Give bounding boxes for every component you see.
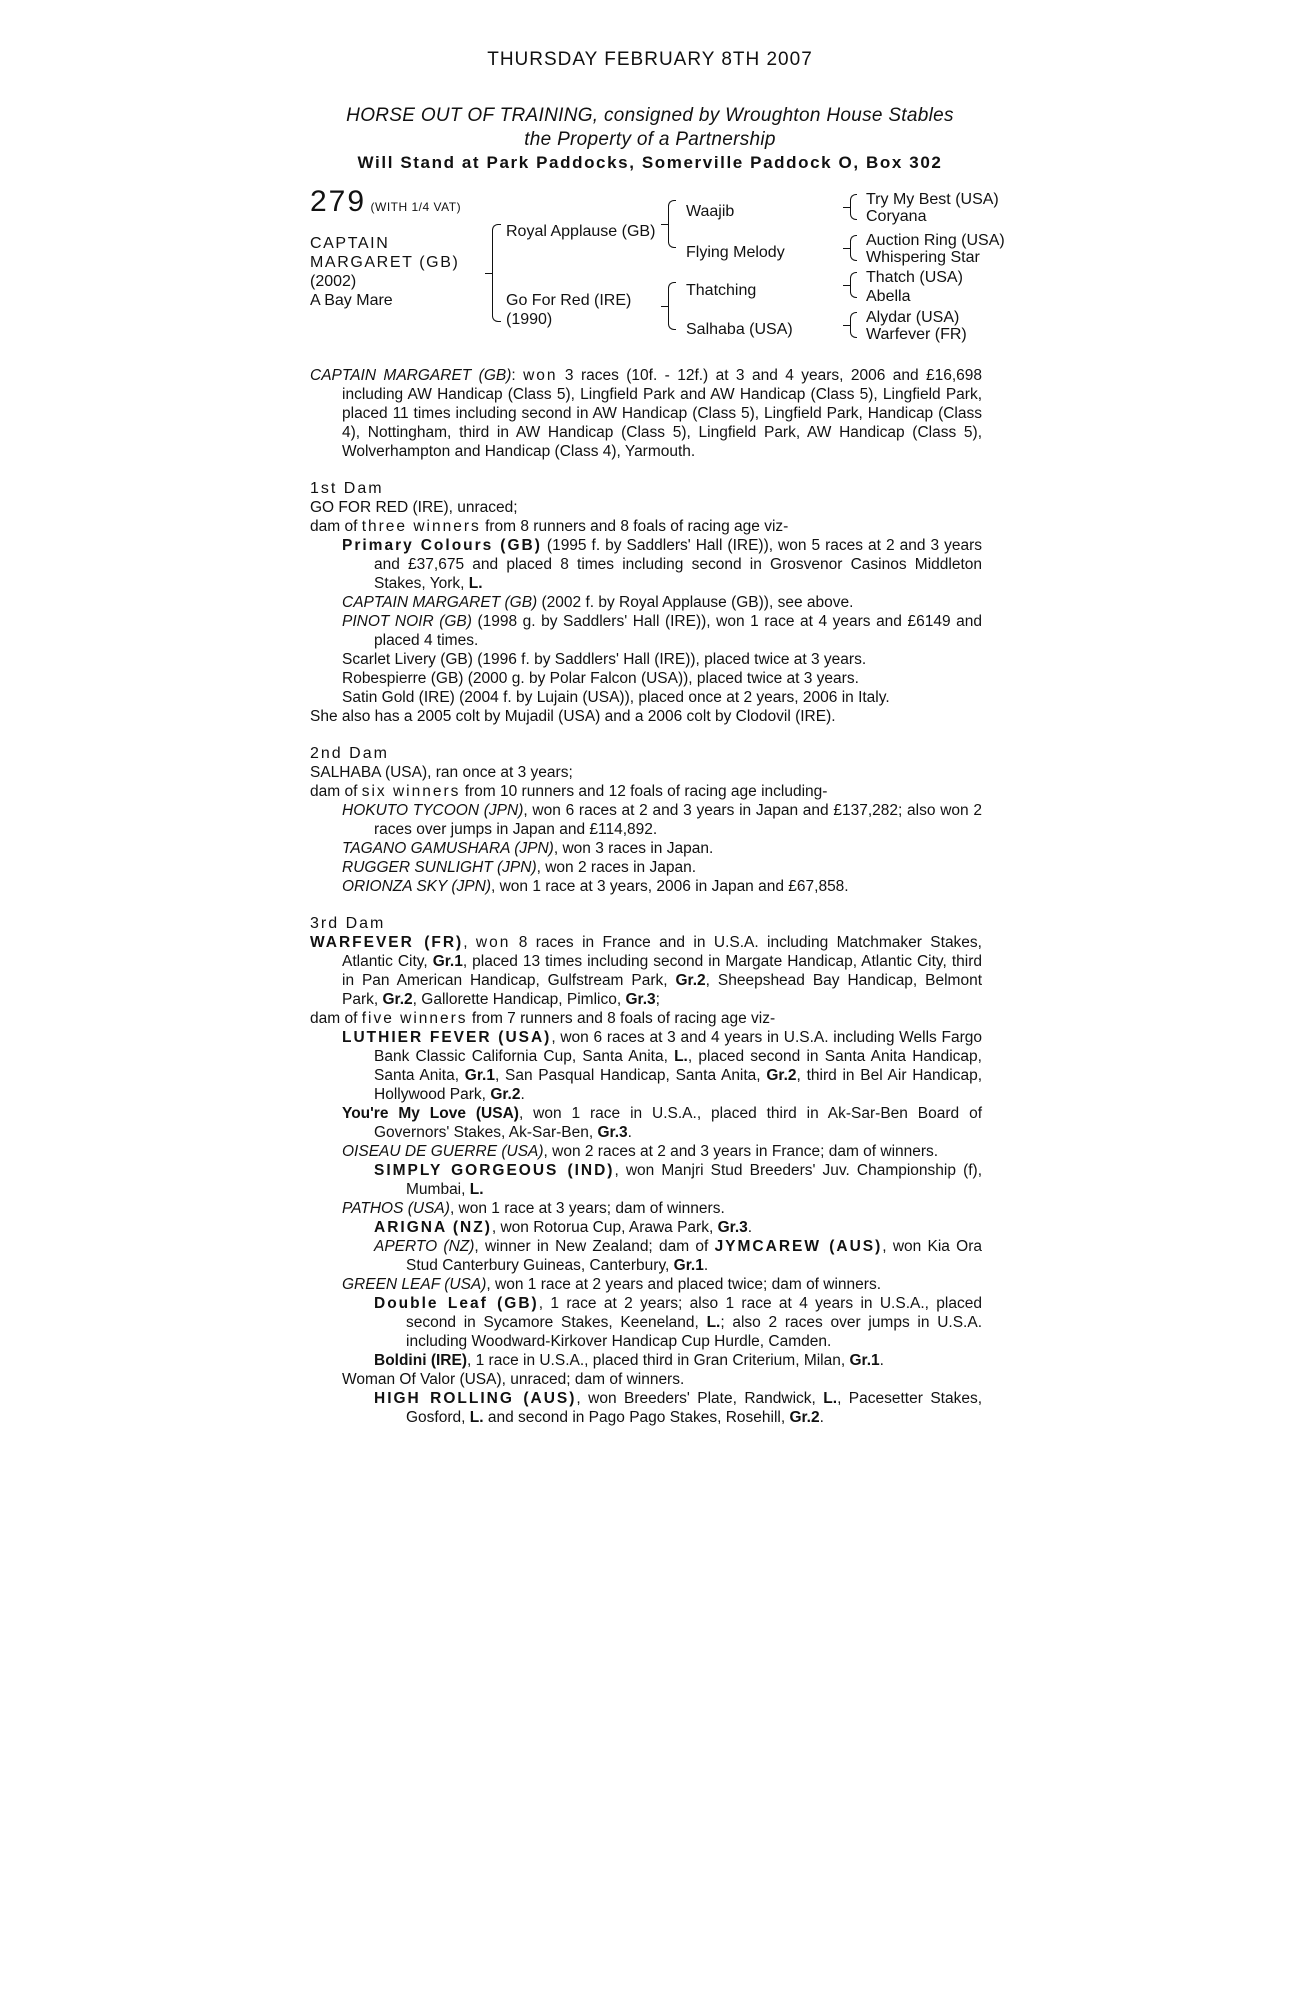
horse-name-line1: CAPTAIN	[310, 235, 390, 252]
progeny-name: Double Leaf (GB)	[374, 1295, 539, 1312]
winner-count: six winners	[361, 783, 461, 800]
race-grade: L.	[469, 1181, 484, 1198]
summary-horse-name: CAPTAIN MARGARET (GB)	[310, 367, 512, 384]
race-grade: Gr.1	[673, 1257, 704, 1274]
runners-foals: from 7 runners and 8 foals of racing age viz-	[471, 1010, 776, 1027]
progeny-name: SIMPLY GORGEOUS (IND)	[374, 1162, 615, 1179]
progeny-text: , Pacesetter Stakes, Gosford,	[406, 1390, 983, 1426]
gg-ds-dam: Abella	[866, 288, 911, 305]
gg-ss-sire: Try My Best (USA)	[866, 191, 999, 208]
brace-dam-parents	[668, 282, 676, 330]
progeny-text: , 1 race at 2 years; also 1 race at 4 years in U.S.A., placed second in Sycamore Stakes, Keeneland,	[406, 1295, 982, 1331]
dam-of-label: dam of	[310, 783, 358, 800]
progeny-name: ARIGNA (NZ)	[374, 1219, 492, 1236]
progeny-text: , winner in New Zealand; dam of	[474, 1238, 709, 1255]
progeny-entry	[310, 858, 982, 877]
foaling-year: (2002)	[310, 273, 357, 290]
progeny-text: , placed second in Santa Anita Handicap, Santa Anita,	[374, 1048, 982, 1084]
gg-ds-sire: Thatch (USA)	[866, 269, 963, 286]
race-grade: L.	[468, 575, 483, 592]
progeny-text: , won 1 race at 2 years and placed twice; dam of winners.	[486, 1276, 882, 1293]
horse-description: A Bay Mare	[310, 292, 393, 309]
race-grade: Gr.1	[464, 1067, 495, 1084]
progeny-name: HIGH ROLLING (AUS)	[374, 1390, 577, 1407]
progeny-text: , won 1 race at 3 years; dam of winners.	[449, 1200, 725, 1217]
punctuation: .	[819, 1409, 824, 1426]
progeny-text: , won 1 race in U.S.A., placed third in Ak-Sar-Ben Board of Governors' Stakes, Ak-Sar-Ben,	[374, 1105, 982, 1141]
summary-won: won	[523, 367, 558, 384]
lot-heading	[310, 185, 462, 218]
dam-of-label: dam of	[310, 1010, 358, 1027]
record-text: , Gallorette Handicap, Pimlico,	[412, 991, 622, 1008]
progeny-text: , won Breeders' Plate, Randwick,	[576, 1390, 816, 1407]
second-dam-name: SALHABA (USA), ran once at 3 years;	[310, 764, 573, 781]
dam-sire: Thatching	[686, 282, 757, 299]
lot-number: 279	[310, 185, 367, 218]
brace-gg3	[850, 272, 857, 298]
race-grade: L.	[674, 1048, 688, 1065]
progeny-name: RUGGER SUNLIGHT (JPN)	[342, 859, 537, 876]
brace-gg4	[850, 312, 857, 338]
race-grade: L.	[706, 1314, 721, 1331]
punctuation: .	[747, 1219, 753, 1236]
progeny-text: , won 6 races at 3 and 4 years in U.S.A. including Wells Fargo Bank Classic California Cup, Santa Anita,	[374, 1029, 983, 1065]
sire-sire: Waajib	[686, 203, 735, 220]
brace-sire-parents	[668, 200, 676, 248]
progeny-entry	[310, 1199, 982, 1218]
progeny-entry	[310, 801, 982, 839]
punctuation: ;	[655, 991, 660, 1008]
record-text: 8 races in France and in U.S.A. including Matchmaker Stakes, Atlantic City,	[342, 934, 982, 970]
progeny-entry	[310, 612, 982, 650]
grandprogeny-entry	[310, 1351, 982, 1370]
consignor-line: HORSE OUT OF TRAINING, consigned by Wroughton House Stables	[346, 105, 954, 126]
grandprogeny-entry	[310, 1161, 982, 1199]
third-dam-name: WARFEVER (FR)	[310, 934, 464, 951]
progeny-name: Boldini (IRE)	[374, 1352, 467, 1369]
progeny-name: APERTO (NZ)	[374, 1238, 475, 1255]
progeny-entry	[310, 877, 982, 896]
dam-year: (1990)	[506, 311, 553, 328]
race-grade: Gr.1	[432, 953, 463, 970]
brace-gg1	[850, 194, 857, 220]
gg-ss-dam: Coryana	[866, 208, 927, 225]
horse-name-line2: MARGARET (GB)	[310, 254, 460, 271]
dam-name: Go For Red (IRE)	[506, 292, 632, 309]
second-dam-heading: 2nd Dam	[310, 745, 389, 762]
progeny-name: CAPTAIN MARGARET (GB)	[342, 594, 538, 611]
grandprogeny-entry	[310, 1218, 982, 1237]
progeny-entry	[310, 536, 982, 593]
race-grade: L.	[469, 1409, 484, 1426]
progeny-text: , won Rotorua Cup, Arawa Park,	[491, 1219, 714, 1236]
progeny-entry: Satin Gold (IRE) (2004 f. by Lujain (USA)), placed once at 2 years, 2006 in Italy.	[342, 689, 890, 706]
vat-note: (WITH 1/4 VAT)	[370, 200, 462, 214]
stand-location: Will Stand at Park Paddocks, Somerville Paddock O, Box 302	[357, 153, 943, 172]
progeny-name: HOKUTO TYCOON (JPN)	[342, 802, 524, 819]
race-grade: Gr.3	[597, 1124, 628, 1141]
progeny-name: GREEN LEAF (USA)	[342, 1276, 487, 1293]
property-line: the Property of a Partnership	[524, 129, 776, 150]
dam-dam: Salhaba (USA)	[686, 321, 793, 338]
progeny-entry	[310, 1275, 982, 1294]
progeny-text: , 1 race in U.S.A., placed third in Gran Criterium, Milan,	[467, 1352, 846, 1369]
punctuation: .	[627, 1124, 632, 1141]
race-grade: Gr.2	[675, 972, 706, 989]
grandprogeny-entry	[310, 1237, 982, 1275]
progeny-entry: Robespierre (GB) (2000 g. by Polar Falcon (USA)), placed twice at 3 years.	[342, 670, 859, 687]
race-grade: Gr.2	[490, 1086, 521, 1103]
progeny-name: TAGANO GAMUSHARA (JPN)	[342, 840, 554, 857]
also-has-note: She also has a 2005 colt by Mujadil (USA) and a 2006 colt by Clodovil (IRE).	[310, 708, 836, 725]
gg-dd-dam: Warfever (FR)	[866, 326, 967, 343]
progeny-name: You're My Love (USA)	[342, 1105, 519, 1122]
race-grade: Gr.3	[625, 991, 656, 1008]
winner-count: three winners	[361, 518, 481, 535]
progeny-name: Primary Colours (GB)	[342, 537, 542, 554]
progeny-entry	[310, 1142, 982, 1161]
race-grade: Gr.2	[766, 1067, 797, 1084]
summary-text: 3 races (10f. - 12f.) at 3 and 4 years, 2006 and £16,698 including AW Handicap (Class 5), Lingfield Park and AW Handicap (Class 5), Lingfield Park, placed 11 times including second in AW Handicap (Class 5), Lingfield Park, Handicap (Class 4), Nottingham, third in AW Handicap (Class 5), Lingfield Park, AW Handicap (Class 5), Wolverhampton and Handicap (Class 4), Yarmouth.	[342, 367, 982, 460]
brace-gg2	[850, 235, 857, 261]
progeny-entry	[310, 1104, 982, 1142]
gg-dd-sire: Alydar (USA)	[866, 309, 960, 326]
progeny-text: and second in Pago Pago Stakes, Rosehill,	[487, 1409, 786, 1426]
race-grade: Gr.2	[382, 991, 413, 1008]
gg-sd-sire: Auction Ring (USA)	[866, 232, 1005, 249]
third-dam-record: WARFEVER (FR), won 8 races in France and in U.S.A. including Matchmaker Stakes, Atlantic City, Gr.1, placed 13 times including second in Margate Handicap, Atlantic City, third in Pan American Handicap, Gulfstream Park, Gr.2, Sheepshead Bay Handicap, Belmont Park, Gr.2, Gallorette Handicap, Pimlico, Gr.3;	[310, 934, 983, 1008]
progeny-name: LUTHIER FEVER (USA)	[342, 1029, 552, 1046]
catalogue-body	[310, 366, 982, 1427]
race-grade: L.	[823, 1390, 838, 1407]
progeny-text: , won Kia Ora Stud Canterbury Guineas, Canterbury,	[406, 1238, 982, 1274]
winner-count: five winners	[361, 1010, 468, 1027]
progeny-text: (2002 f. by Royal Applause (GB)), see above.	[541, 594, 854, 611]
progeny-name: PINOT NOIR (GB)	[342, 613, 472, 630]
race-grade: Gr.2	[789, 1409, 820, 1426]
dam-of-label: dam of	[310, 518, 358, 535]
progeny-name: OISEAU DE GUERRE (USA)	[342, 1143, 544, 1160]
record-text: , Sheepshead Bay Handicap, Belmont Park,	[342, 972, 983, 1008]
progeny-text: , won 1 race at 3 years, 2006 in Japan and £67,858.	[491, 878, 849, 895]
progeny-text: , won 6 races at 2 and 3 years in Japan and £137,282; also won 2 races over jumps in Japan and £114,892.	[374, 802, 982, 838]
progeny-name: PATHOS (USA)	[342, 1200, 450, 1217]
first-dam-heading: 1st Dam	[310, 480, 384, 497]
progeny-name: JYMCAREW (AUS)	[714, 1238, 883, 1255]
progeny-text: , won 3 races in Japan.	[553, 840, 714, 857]
progeny-name: ORIONZA SKY (JPN)	[342, 878, 491, 895]
sire-dam: Flying Melody	[686, 244, 785, 261]
progeny-text: , San Pasqual Handicap, Santa Anita,	[494, 1067, 761, 1084]
consignment-block	[310, 104, 990, 152]
second-dam-record	[310, 782, 982, 801]
race-grade: Gr.1	[849, 1352, 880, 1369]
progeny-entry: Woman Of Valor (USA), unraced; dam of winners.	[342, 1371, 685, 1388]
progeny-text: ; also 2 races over jumps in U.S.A. including Woodward-Kirkover Handicap Cup Hurdle, Camden.	[406, 1314, 983, 1350]
progeny-entry: Scarlet Livery (GB) (1996 f. by Saddlers' Hall (IRE)), placed twice at 3 years.	[342, 651, 867, 668]
sale-date: THURSDAY FEBRUARY 8TH 2007	[487, 49, 813, 70]
record-text: , placed 13 times including second in Margate Handicap, Atlantic City, third in Pan American Handicap, Gulfstream Park,	[342, 953, 982, 989]
progeny-text: , won 2 races at 2 and 3 years in France; dam of winners.	[543, 1143, 939, 1160]
progeny-text: , third in Bel Air Handicap, Hollywood Park,	[374, 1067, 983, 1103]
punctuation: .	[520, 1086, 525, 1103]
runners-foals: from 10 runners and 12 foals of racing age including-	[464, 783, 828, 800]
progeny-text: , won Manjri Stud Breeders' Juv. Championship (f), Mumbai,	[406, 1162, 982, 1198]
brace-parents	[492, 224, 501, 322]
sire-name: Royal Applause (GB)	[506, 223, 656, 240]
progeny-text: (1998 g. by Saddlers' Hall (IRE)), won 1 race at 4 years and £6149 and placed 4 times.	[374, 613, 982, 649]
pedigree-table	[310, 185, 1005, 352]
race-summary: CAPTAIN MARGARET (GB): won 3 races (10f. - 12f.) at 3 and 4 years, 2006 and £16,698 including AW Handicap (Class 5), Lingfield Park and AW Handicap (Class 5), Lingfield Park, placed 11 times including second in AW Handicap (Class 5), Lingfield Park, Handicap (Class 4), Nottingham, third in AW Handicap (Class 5), Lingfield Park, AW Handicap (Class 5), Wolverhampton and Handicap (Class 4), Yarmouth.	[310, 367, 982, 460]
third-dam-heading: 3rd Dam	[310, 915, 386, 932]
gg-sd-dam: Whispering Star	[866, 249, 980, 266]
progeny-entry	[310, 1028, 982, 1104]
first-dam-record	[310, 517, 982, 536]
punctuation: .	[703, 1257, 709, 1274]
won-label: won	[475, 934, 511, 951]
progeny-text: (1995 f. by Saddlers' Hall (IRE)), won 5 races at 2 and 3 years and £37,675 and placed 8 times including second in Grosvenor Casinos Middleton Stakes, York,	[374, 537, 982, 592]
runners-foals: from 8 runners and 8 foals of racing age viz-	[485, 518, 789, 535]
progeny-entry	[310, 839, 982, 858]
punctuation: .	[879, 1352, 884, 1369]
grandprogeny-entry	[310, 1389, 982, 1427]
grandprogeny-entry	[310, 1294, 982, 1351]
first-dam-name: GO FOR RED (IRE), unraced;	[310, 499, 518, 516]
third-dam-produce	[310, 1009, 982, 1028]
race-grade: Gr.3	[717, 1219, 748, 1236]
progeny-text: , won 2 races in Japan.	[536, 859, 697, 876]
progeny-entry	[310, 593, 982, 612]
